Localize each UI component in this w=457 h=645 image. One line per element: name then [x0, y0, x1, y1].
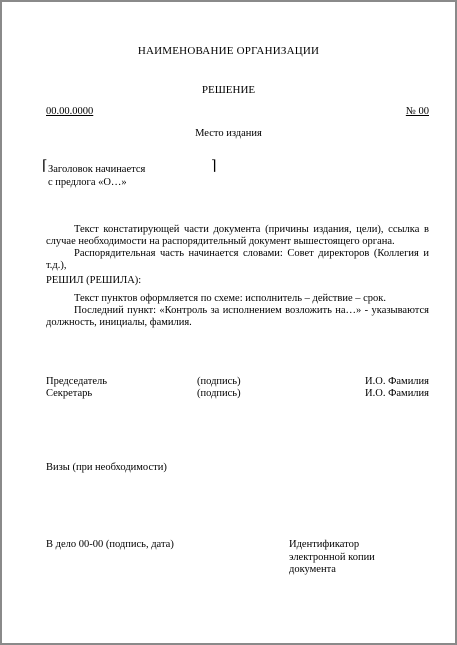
identifier-line: Идентификатор — [289, 539, 360, 550]
electronic-copy-identifier — [289, 539, 375, 577]
visas-note: Визы (при необходимости) — [46, 462, 167, 473]
signature-placeholder-secretary: (подпись) — [197, 388, 241, 399]
body-paragraph-2: Распорядительная часть начинается словами: Совет директоров (Коллегия и т.д.), — [46, 248, 429, 271]
document-date: 00.00.0000 — [46, 106, 94, 117]
file-mark: В дело 00-00 (подпись, дата) — [46, 539, 174, 550]
identifier-line: электронной копии — [289, 551, 375, 563]
title-line-2: с предлога «О…» — [48, 177, 127, 188]
title-bracket-right: ⌉ — [211, 159, 217, 174]
signature-role-chairman: Председатель — [46, 376, 108, 387]
body-paragraph-3: Текст пунктов оформляется по схеме: исполнитель – действие – срок. — [74, 293, 386, 304]
title-bracket-left: ⌈ — [42, 159, 48, 174]
title-line-1: Заголовок начинается — [48, 164, 146, 175]
body-paragraph-4: Последний пункт: «Контроль за исполнением возложить на…» - указываются должность, инициалы, фамилия. — [46, 305, 429, 328]
identifier-line: документа — [289, 564, 336, 575]
document-type: РЕШЕНИЕ — [201, 84, 256, 96]
signature-placeholder-chairman: (подпись) — [197, 376, 241, 387]
body-paragraph-1: Текст констатирующей части документа (причины издания, цели), ссылка в случае необходимости на распорядительный документ вышестоящего органа. — [46, 224, 429, 247]
signature-name-chairman: И.О. Фамилия — [365, 376, 429, 387]
organization-name: НАИМЕНОВАНИЕ ОРГАНИЗАЦИИ — [137, 45, 320, 57]
signature-role-secretary: Секретарь — [46, 388, 93, 399]
resolved-heading: РЕШИЛ (РЕШИЛА): — [46, 275, 142, 286]
signature-name-secretary: И.О. Фамилия — [365, 388, 429, 399]
place-of-issue: Место издания — [195, 128, 262, 139]
document-number: № 00 — [405, 106, 429, 117]
